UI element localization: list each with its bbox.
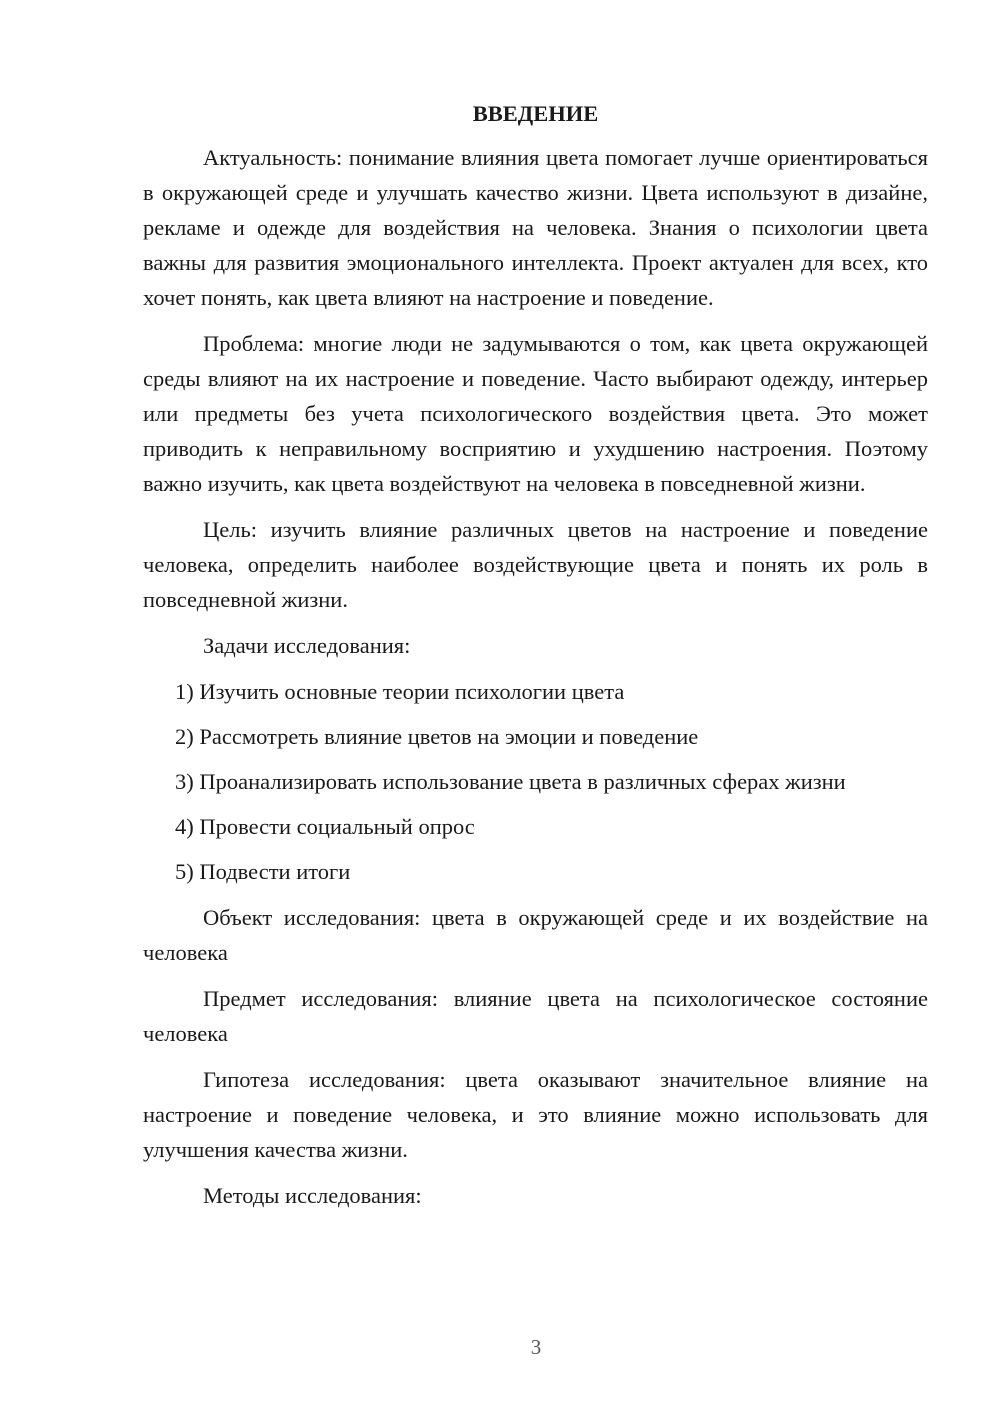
tasks-label: Задачи исследования:	[203, 633, 411, 658]
tasks-list	[143, 674, 928, 889]
page-number: 3	[530, 1335, 542, 1359]
list-item: 1) Изучить основные теории психологии цвета	[175, 679, 625, 704]
paragraph-relevance: Актуальность: понимание влияния цвета помогает лучше ориентироваться в окружающей среде и улучшать качество жизни. Цвета используют в дизайне, рекламе и одежде для воздействия на человека. Знания о психологии цвета важны для развития эмоционального интеллекта. Проект актуален для всех, кто хочет понять, как цвета влияют на настроение и поведение.	[143, 145, 928, 310]
list-item: 2) Рассмотреть влияние цветов на эмоции и поведение	[175, 724, 699, 749]
paragraph-object: Объект исследования: цвета в окружающей среде и их воздействие на человека	[143, 905, 928, 965]
paragraph-hypothesis: Гипотеза исследования: цвета оказывают значительное влияние на настроение и поведение человека, и это влияние можно использовать для улучшения качества жизни.	[143, 1067, 928, 1162]
document-body	[143, 96, 928, 1224]
list-item: 4) Провести социальный опрос	[175, 814, 475, 839]
methods-label: Методы исследования:	[203, 1183, 422, 1208]
list-item: 3) Проанализировать использование цвета в различных сферах жизни	[175, 769, 846, 794]
paragraph-goal: Цель: изучить влияние различных цветов на настроение и поведение человека, определить наиболее воздействующие цвета и понять их роль в повседневной жизни.	[143, 517, 928, 612]
paragraph-problem: Проблема: многие люди не задумываются о том, как цвета окружающей среды влияют на их настроение и поведение. Часто выбирают одежду, интерьер или предметы без учета психологического воздействия цвета. Это может приводить к неправильному восприятию и ухудшению настроения. Поэтому важно изучить, как цвета воздействуют на человека в повседневной жизни.	[143, 331, 928, 496]
page-title: ВВЕДЕНИЕ	[472, 101, 599, 126]
list-item: 5) Подвести итоги	[175, 859, 351, 884]
paragraph-subject: Предмет исследования: влияние цвета на психологическое состояние человека	[143, 986, 928, 1046]
